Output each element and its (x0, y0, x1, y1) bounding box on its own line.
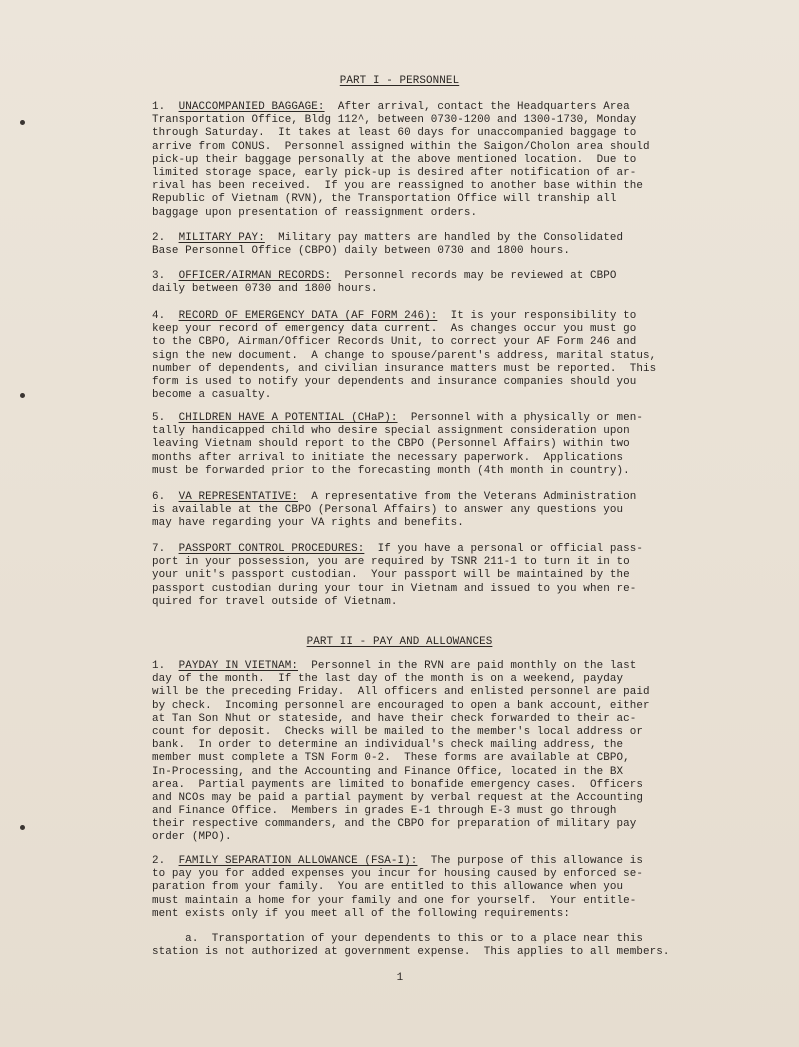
text-line (152, 350, 672, 363)
item-number: 7. (152, 543, 166, 555)
text-line (152, 792, 672, 805)
text-line (152, 517, 672, 530)
item-title: VA REPRESENTATIVE: (178, 491, 299, 503)
line-text: In-Processing, and the Accounting and Finance Office, located in the BX (152, 765, 624, 778)
text-line (152, 543, 672, 556)
text-line (152, 376, 672, 389)
text-line (152, 779, 672, 792)
line-text: If you have a personal or official pass- (364, 543, 644, 555)
item-title: PAYDAY IN VIETNAM: (178, 660, 299, 672)
text-line (152, 583, 672, 596)
line-text: Republic of Vietnam (RVN), the Transportation Office will tranship all (152, 193, 617, 206)
line-text: at Tan Son Nhut or stateside, and have their check forwarded to their ac- (152, 712, 637, 725)
binder-hole-mark (20, 825, 25, 830)
line-text: port in your possession, you are required by TSNR 211-1 to turn it in to (152, 556, 630, 569)
text-line (152, 818, 672, 831)
text-line (152, 660, 672, 673)
line-text: After arrival, contact the Headquarters Area (324, 101, 630, 113)
item-number: 4. (152, 310, 166, 322)
item-number: 1. (152, 101, 166, 113)
line-text: a. Transportation of your dependents to this or to a place near this (152, 933, 644, 945)
text-line (152, 739, 672, 752)
text-line (152, 363, 672, 376)
part1-item-2 (152, 232, 672, 258)
text-line (152, 310, 672, 323)
item-title: PASSPORT CONTROL PROCEDURES: (178, 543, 365, 555)
text-line (152, 933, 672, 946)
line-text: their respective commanders, and the CBPO for preparation of military pay (152, 818, 637, 831)
line-text: count for deposit. Checks will be mailed to the member's local address or (152, 725, 644, 738)
item-number: 2. (152, 855, 166, 867)
text-line (152, 438, 672, 451)
line-text: Personnel with a physically or men- (397, 412, 644, 424)
line-text: daily between 0730 and 1800 hours. (152, 283, 378, 296)
line-text: become a casualty. (152, 389, 272, 402)
text-line (152, 193, 672, 206)
text-line (152, 700, 672, 713)
text-line (152, 881, 672, 894)
line-text: arrive from CONUS. Personnel assigned within the Saigon/Cholon area should (152, 140, 650, 153)
text-line (152, 101, 672, 114)
line-text: form is used to notify your dependents and insurance companies should you (152, 375, 637, 388)
line-text: tally handicapped child who desire special assignment consideration upon (152, 425, 630, 438)
line-text: It is your responsibility to (437, 310, 637, 322)
item-title: RECORD OF EMERGENCY DATA (AF FORM 246): (178, 310, 438, 322)
line-text: months after arrival to initiate the necessary paperwork. Applications (152, 451, 624, 464)
part2-item-1 (152, 660, 672, 845)
text-line (152, 895, 672, 908)
part1-item-1 (152, 101, 672, 220)
text-line (152, 673, 672, 686)
binder-hole-mark (20, 393, 25, 398)
text-line (152, 425, 672, 438)
text-line (152, 167, 672, 180)
text-line (152, 946, 672, 959)
part2-item-2 (152, 855, 672, 921)
line-text: Personnel records may be reviewed at CBPO (331, 270, 617, 282)
line-text: Personnel in the RVN are paid monthly on the last (298, 660, 637, 672)
line-text: and Finance Office. Members in grades E-1 through E-3 must go through (152, 805, 617, 818)
part1-item-7 (152, 543, 672, 609)
item-number: 2. (152, 232, 166, 244)
line-text: Base Personnel Office (CBPO) daily between 0730 and 1800 hours. (152, 245, 571, 258)
page-number: 1 (396, 972, 404, 984)
line-text: paration from your family. You are entitled to this allowance when you (152, 881, 624, 894)
line-text: is available at the CBPO (Personal Affairs) to answer any questions you (152, 504, 624, 517)
text-line (152, 556, 672, 569)
text-line (152, 232, 672, 245)
line-text: station is not authorized at government expense. This applies to all members. (152, 946, 670, 959)
text-line (152, 726, 672, 739)
text-line (152, 452, 672, 465)
text-line (152, 713, 672, 726)
text-line (152, 180, 672, 193)
part2-subitem-a (152, 933, 672, 959)
part1-item-6 (152, 491, 672, 531)
text-line (152, 323, 672, 336)
text-line (152, 766, 672, 779)
line-text: day of the month. If the last day of the month is on a weekend, payday (152, 673, 624, 686)
text-line (152, 569, 672, 582)
line-text: passport custodian during your tour in Vietnam and issued to you when re- (152, 582, 637, 595)
text-line (152, 114, 672, 127)
item-number: 6. (152, 491, 166, 503)
text-line (152, 908, 672, 921)
line-text: may have regarding your VA rights and benefits. (152, 517, 464, 530)
text-line (152, 831, 672, 844)
line-text: bank. In order to determine an individual's check mailing address, the (152, 739, 624, 752)
item-title: MILITARY PAY: (178, 232, 265, 244)
line-text: to the CBPO, Airman/Officer Records Unit, to correct your AF Form 246 and (152, 336, 637, 349)
line-text: leaving Vietnam should report to the CBPO (Personnel Affairs) within two (152, 438, 630, 451)
text-line (152, 336, 672, 349)
text-line (152, 127, 672, 140)
item-number: 1. (152, 660, 166, 672)
text-line (152, 154, 672, 167)
text-line (152, 868, 672, 881)
text-line (152, 491, 672, 504)
text-line (152, 283, 672, 296)
line-text: rival has been received. If you are reassigned to another base within the (152, 180, 644, 193)
item-number: 3. (152, 270, 166, 282)
line-text: will be the preceding Friday. All officers and enlisted personnel are paid (152, 686, 650, 699)
line-text: A representative from the Veterans Administration (298, 491, 637, 503)
line-text: to pay you for added expenses you incur for housing caused by enforced se- (152, 868, 644, 881)
line-text: order (MPO). (152, 831, 232, 844)
line-text: by check. Incoming personnel are encouraged to open a bank account, either (152, 699, 650, 712)
line-text: keep your record of emergency data current. As changes occur you must go (152, 323, 637, 336)
item-title: OFFICER/AIRMAN RECORDS: (178, 270, 332, 282)
text-line (152, 596, 672, 609)
item-title: FAMILY SEPARATION ALLOWANCE (FSA-I): (178, 855, 418, 867)
part2-heading: PART II - PAY AND ALLOWANCES (306, 636, 493, 648)
text-line (152, 207, 672, 220)
text-line (152, 141, 672, 154)
text-line (152, 686, 672, 699)
text-line (152, 389, 672, 402)
line-text: must be forwarded prior to the forecasting month (4th month in country). (152, 464, 630, 477)
item-number: 5. (152, 412, 166, 424)
text-line (152, 270, 672, 283)
part1-item-3 (152, 270, 672, 296)
line-text: ment exists only if you meet all of the following requirements: (152, 907, 571, 920)
part1-item-4 (152, 310, 672, 402)
line-text: baggage upon presentation of reassignment orders. (152, 206, 478, 219)
text-line (152, 805, 672, 818)
binder-hole-mark (20, 120, 25, 125)
text-line (152, 245, 672, 258)
line-text: number of dependents, and civilian insurance matters must be reported. This (152, 362, 657, 375)
line-text: The purpose of this allowance is (417, 855, 644, 867)
item-title: UNACCOMPANIED BAGGAGE: (178, 101, 325, 113)
line-text: sign the new document. A change to spouse/parent's address, marital status, (152, 349, 657, 362)
line-text: Military pay matters are handled by the Consolidated (264, 232, 624, 244)
line-text: member must complete a TSN Form 0-2. These forms are available at CBPO, (152, 752, 630, 765)
line-text: through Saturday. It takes at least 60 days for unaccompanied baggage to (152, 127, 637, 140)
line-text: quired for travel outside of Vietnam. (152, 595, 398, 608)
line-text: limited storage space, early pick-up is desired after notification of ar- (152, 166, 637, 179)
part1-item-5 (152, 412, 672, 478)
line-text: pick-up their baggage personally at the above mentioned location. Due to (152, 153, 637, 166)
text-line (152, 465, 672, 478)
item-title: CHILDREN HAVE A POTENTIAL (CHaP): (178, 412, 398, 424)
line-text: and NCOs may be paid a partial payment by verbal request at the Accounting (152, 791, 644, 804)
text-line (152, 412, 672, 425)
line-text: area. Partial payments are limited to bonafide emergency cases. Officers (152, 778, 644, 791)
text-line (152, 752, 672, 765)
line-text: must maintain a home for your family and one for yourself. Your entitle- (152, 894, 637, 907)
line-text: your unit's passport custodian. Your passport will be maintained by the (152, 569, 630, 582)
part1-heading: PART I - PERSONNEL (339, 75, 460, 87)
text-line (152, 855, 672, 868)
line-text: Transportation Office, Bldg 112^, between 0730-1200 and 1300-1730, Monday (152, 114, 637, 127)
text-line (152, 504, 672, 517)
